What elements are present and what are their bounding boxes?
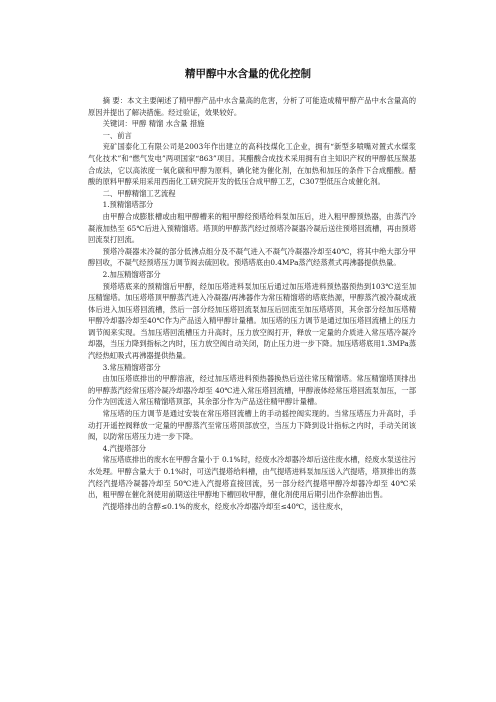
paragraph-pre-distillation-2: 预塔冷凝器未冷凝的部分低沸点组分及不凝气进入不凝气冷凝器冷却至40℃，将其中绝大部分甲醇回收，不凝气经预塔压力调节阀去硫回收。预塔塔底由0.4MPa蒸汽经蒸煮式再沸器提供热量。 [88, 246, 416, 268]
paragraph-stripping-column-1: 常压塔底排出的废水在甲醇含量小于 0.1%时，经废水冷却器冷却后送往废水槽，经废水泵送往污水处理。甲醇含量大于 0.1%时，可送汽提塔给料槽，由气提塔进料泵加压送入汽提塔，塔顶排出的蒸汽经汽提塔冷凝器冷却至 50℃进入汽提塔直接回流，另一部分经汽提塔甲醇冷却器冷却至 40℃采出，粗甲醇在催化剂使用前期送往甲醇地下槽回收甲醇，催化剂使用后期引出作杂醇油出售。 [88, 455, 416, 500]
subheading-pressurized-column: 2.加压精馏塔部分 [102, 269, 161, 279]
keywords: 关键词：甲醇 精馏 水含量 措施 [102, 119, 205, 129]
paragraph-pre-distillation-1: 由甲醇合成膨胀槽或由粗甲醇槽来的粗甲醇经预塔给料泵加压后，进入粗甲醇预热器，由蒸汽冷凝液加热至 65℃后进入预精馏塔。塔顶的甲醇蒸汽经过预塔冷凝器冷凝后送往预塔回流槽，再由预塔回流泵打回流。 [88, 211, 416, 245]
abstract: 摘 要：本文主要阐述了精甲醇产品中水含量高的危害，分析了可能造成精甲醇产品中水含量高的原因并提出了解决措施。经过验证，效果较好。 [88, 96, 416, 117]
paragraph-atmospheric-column-2: 常压塔的压力调节是通过安装在常压塔回流槽上的手动摇控阀实现的。当常压塔压力升高时，手动打开遥控阀释放一定量的甲醇蒸汽至常压塔顶部放空，当压力下降到设计指标之内时，手动关闭该阀，以防常压塔压力进一步下降。 [88, 409, 416, 442]
paragraph-stripping-column-2: 汽提塔排出的含醇≤0.1%的废水，经废水冷却器冷却至≤40℃，送往废水， [102, 501, 348, 511]
document-title: 精甲醇中水含量的优化控制 [185, 68, 311, 80]
subheading-pre-distillation: 1.预精馏塔部分 [102, 200, 154, 210]
paragraph-atmospheric-column-1: 由加压塔底排出的甲醇溶液，经过加压塔进料预热器换热后送往常压精馏塔。常压精馏塔顶排出的甲醇蒸汽经常压塔冷凝冷却器冷却至 40℃进入常压塔回流槽，甲醇液体经常压塔回流泵加压，一部分作为回流送入常压精馏塔顶部，其余部分作为产品送往精甲醇计量槽。 [88, 374, 416, 407]
subheading-atmospheric-column: 3.常压精馏塔部分 [102, 362, 161, 372]
section-heading-process: 二、甲醇精馏工艺流程 [102, 188, 176, 198]
paragraph-pressurized-column: 预塔塔底来的预精馏后甲醇，经加压塔进料泵加压后通过加压塔进料预热器预热到103℃送至加压精馏塔。加压塔塔顶甲醇蒸汽进入冷凝器/再沸器作为常压精馏塔的塔底热源，甲醇蒸汽被冷凝成液体后进入加压塔回流槽，然后一部分经加压塔回流泵加压后回流至加压塔塔顶，其余部分经加压塔精甲醇冷却器冷却至40℃作为产品送入精甲醇计量槽。加压塔的压力调节是通过加压塔回流槽上的压力调节阀来实现。当加压塔回流槽压力升高时，压力放空阀打开，释放一定量的介质进入常压塔冷凝冷却器，当压力降到指标之内时，压力放空阀自动关闭，防止压力进一步下降。加压塔塔底用1.3MPa蒸汽经热虹吸式再沸器提供热量。 [88, 281, 416, 361]
paragraph-company-intro: 兖矿国泰化工有限公司是2003年作出建立的高科技煤化工企业，拥有“新型多喷嘴对置式水煤浆气化技术”和“燃气发电”两项国家“863”项目。其醋酸合成技术采用拥有自主知识产权的甲醇低压羰基合成法，它以高浓度一氧化碳和甲醇为原料，碘化铑为催化剂，在加热和加压的条件下合成醋酸。醋酸的原料甲醇采用采用西南化工研究院开发的低压合成甲醇工艺，C307型低压合成催化剂。 [88, 142, 416, 187]
document-body [88, 95, 416, 512]
subheading-stripping-column: 4.汽提塔部分 [102, 443, 147, 453]
section-heading-intro: 一、前言 [102, 130, 132, 140]
